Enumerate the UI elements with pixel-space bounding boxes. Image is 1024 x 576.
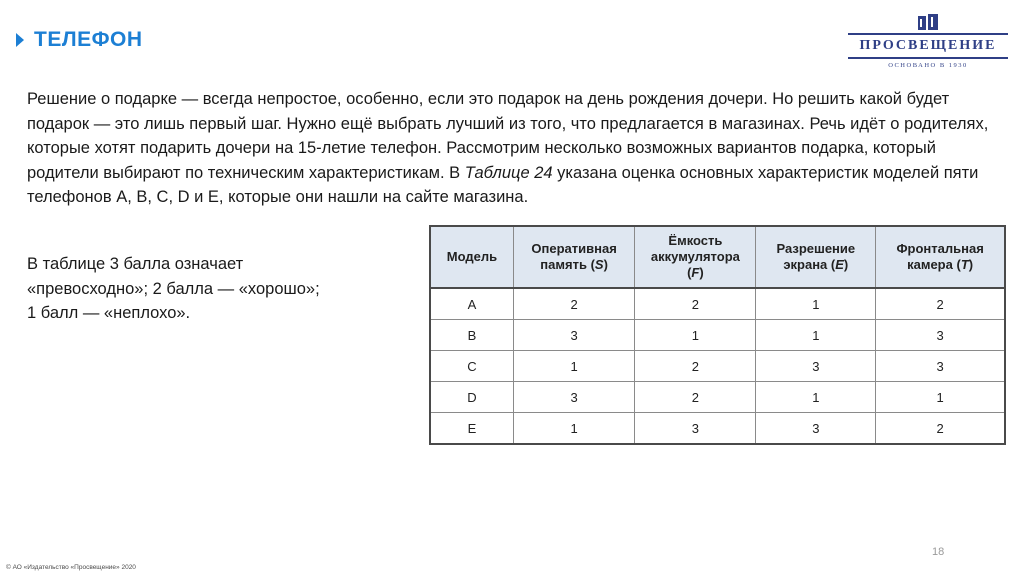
cell-resolution: 3	[756, 351, 876, 382]
header-model: Модель	[430, 226, 513, 288]
intro-text-1: Решение о подарке — всегда непростое, особенно, если это подарок на день рождения дочери. Но решить какой будет подарок — это лишь первый шаг. Нужно ещё выбрать лучший из того, что предлагается в магазинах. Речь идёт о родителях, которые хотят подарить дочери на 15-летие телефон. Рассмотрим несколько возможных вариантов подарка, который родители выбирают по техническим характеристикам. В	[27, 90, 989, 182]
slide-title-text: ТЕЛЕФОН	[34, 28, 143, 51]
cell-model: E	[430, 413, 513, 445]
cell-model: A	[430, 288, 513, 320]
cell-front-camera: 2	[876, 288, 1005, 320]
table-header-row	[430, 226, 1005, 288]
cell-ram: 1	[513, 351, 635, 382]
header-resolution: Разрешение экрана (E)	[756, 226, 876, 288]
slide-title	[16, 28, 143, 52]
cell-ram: 2	[513, 288, 635, 320]
logo-emblem-icon	[917, 14, 939, 30]
cell-battery: 1	[635, 320, 756, 351]
cell-model: B	[430, 320, 513, 351]
score-note-line: В таблице 3 балла означает	[27, 255, 244, 273]
cell-battery: 2	[635, 382, 756, 413]
score-note-line: 1 балл — «неплохо».	[27, 304, 191, 322]
cell-resolution: 3	[756, 413, 876, 445]
cell-ram: 3	[513, 382, 635, 413]
cell-resolution: 1	[756, 288, 876, 320]
cell-front-camera: 3	[876, 320, 1005, 351]
cell-ram: 3	[513, 320, 635, 351]
intro-paragraph	[27, 87, 1012, 210]
phone-ratings-table	[429, 225, 1006, 445]
cell-front-camera: 3	[876, 351, 1005, 382]
copyright-notice: © АО «Издательство «Просвещение» 2020	[6, 564, 136, 571]
score-note-line: «превосходно»; 2 балла — «хорошо»;	[27, 279, 320, 298]
publisher-logo	[846, 14, 1010, 76]
logo-rule-bottom	[848, 57, 1008, 59]
cell-battery: 3	[635, 413, 756, 445]
table-row	[430, 413, 1005, 445]
cell-resolution: 1	[756, 382, 876, 413]
table-row	[430, 288, 1005, 320]
cell-model: D	[430, 382, 513, 413]
intro-text-2: указана оценка основных характеристик моделей пяти телефонов A, B, C, D и E, которые они нашли на сайте магазина.	[27, 163, 979, 206]
cell-battery: 2	[635, 351, 756, 382]
header-front-camera: Фронтальная камера (T)	[876, 226, 1005, 288]
phone-ratings-table-wrapper	[429, 225, 1006, 436]
score-note	[27, 252, 407, 326]
intro-table-ref: Таблице 24	[464, 163, 553, 182]
header-ram: Оперативная память (S)	[513, 226, 635, 288]
table-row	[430, 320, 1005, 351]
header-battery: Ёмкость аккумулятора (F)	[635, 226, 756, 288]
table-row	[430, 351, 1005, 382]
cell-battery: 2	[635, 288, 756, 320]
chevron-right-icon	[16, 33, 24, 47]
cell-front-camera: 1	[876, 382, 1005, 413]
cell-resolution: 1	[756, 320, 876, 351]
logo-subtitle: ОСНОВАНО В 1930	[888, 62, 968, 69]
page-number: 18	[932, 546, 945, 558]
cell-model: C	[430, 351, 513, 382]
cell-front-camera: 2	[876, 413, 1005, 445]
cell-ram: 1	[513, 413, 635, 445]
logo-rule-top	[848, 33, 1008, 35]
logo-name: ПРОСВЕЩЕНИЕ	[859, 38, 997, 53]
table-row	[430, 382, 1005, 413]
